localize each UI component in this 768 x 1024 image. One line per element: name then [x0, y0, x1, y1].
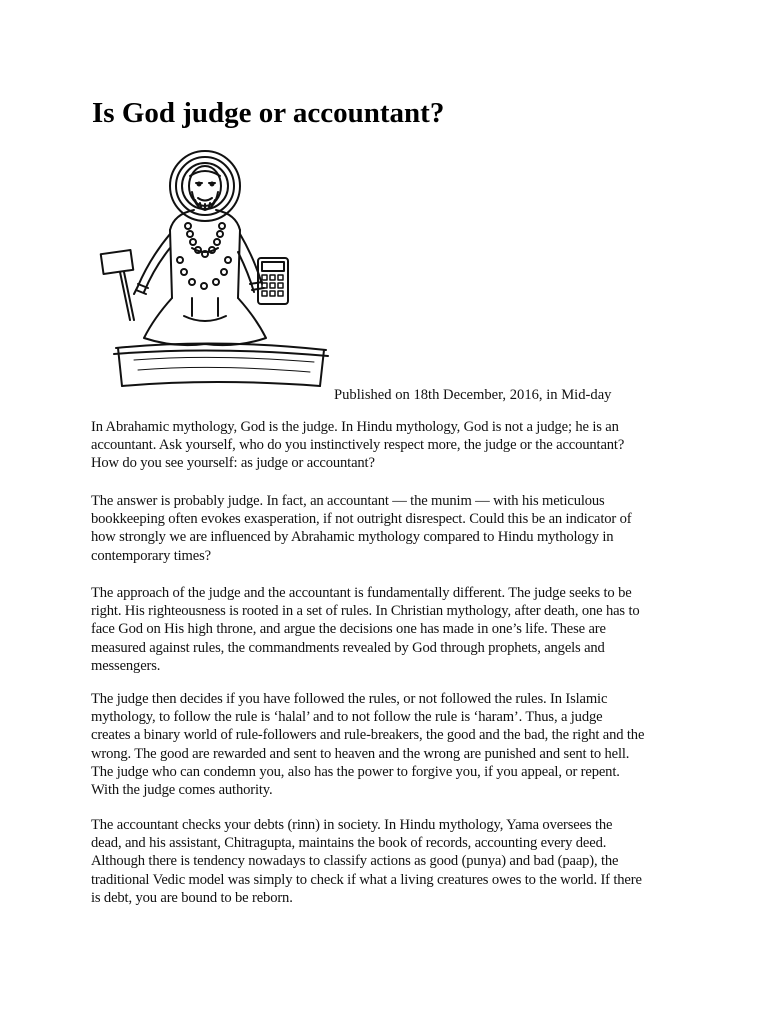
paragraph-5: [91, 816, 691, 907]
paragraph-line: contemporary times?: [91, 547, 211, 564]
publication-caption: Published on 18th December, 2016, in Mid-day: [334, 387, 612, 403]
paragraph-line: how strongly we are influenced by Abrahamic mythology compared to Hindu mythology in: [91, 529, 614, 546]
paragraph-line: right. His righteousness is rooted in a set of rules. In Christian mythology, after death, one has to: [91, 603, 640, 620]
paragraph-3: [91, 584, 691, 675]
paragraph-line: mythology, to follow the rule is ‘halal’ and to not follow the rule is ‘haram’. Thus, a judge: [91, 709, 603, 726]
paragraph-line: In Abrahamic mythology, God is the judge. In Hindu mythology, God is not a judge; he is an: [91, 419, 619, 435]
god-with-hammer-and-calculator-illustration: [94, 148, 334, 396]
paragraph-line: wrong. The good are rewarded and sent to heaven and the wrong are punished and sent to hell.: [91, 745, 630, 762]
paragraph-line: creates a binary world of rule-followers and rule-breakers, the good and the bad, the right and the: [91, 727, 645, 744]
article-title: Is God judge or accountant?: [92, 97, 445, 129]
paragraph-line: is debt, you are bound to be reborn.: [91, 889, 293, 906]
paragraph-line: accountant. Ask yourself, who do you instinctively respect more, the judge or the accountant?: [91, 437, 625, 454]
paragraph-line: The approach of the judge and the accountant is fundamentally different. The judge seeks to be: [91, 585, 632, 601]
paragraph-line: The answer is probably judge. In fact, an accountant — the munim — with his meticulous: [91, 493, 605, 509]
paragraph-1: [91, 418, 691, 473]
paragraph-line: bookkeeping often evokes exasperation, if not outright disrespect. Could this be an indicator of: [91, 511, 632, 528]
paragraph-line: measured against rules, the commandments revealed by God through prophets, angels and: [91, 639, 605, 656]
paragraph-line: messengers.: [91, 657, 161, 674]
paragraph-line: Although there is tendency nowadays to classify actions as good (punya) and bad (paap), the: [91, 853, 619, 870]
paragraph-line: With the judge comes authority.: [91, 782, 273, 799]
paragraph-2: [91, 492, 691, 565]
paragraph-line: traditional Vedic model was simply to check if what a living creatures owes to the world. If there: [91, 871, 642, 888]
paragraph-line: How do you see yourself: as judge or accountant?: [91, 455, 375, 472]
paragraph-line: The accountant checks your debts (rinn) in society. In Hindu mythology, Yama oversees the: [91, 817, 613, 833]
paragraph-line: face God on His high throne, and argue the decisions one has made in one’s life. These are: [91, 621, 606, 638]
paragraph-line: dead, and his assistant, Chitragupta, maintains the book of records, accounting every deed.: [91, 835, 607, 852]
paragraph-line: The judge who can condemn you, also has the power to forgive you, if you appeal, or repent.: [91, 763, 620, 780]
paragraph-4: [91, 690, 691, 799]
paragraph-line: The judge then decides if you have followed the rules, or not followed the rules. In Islamic: [91, 691, 608, 707]
